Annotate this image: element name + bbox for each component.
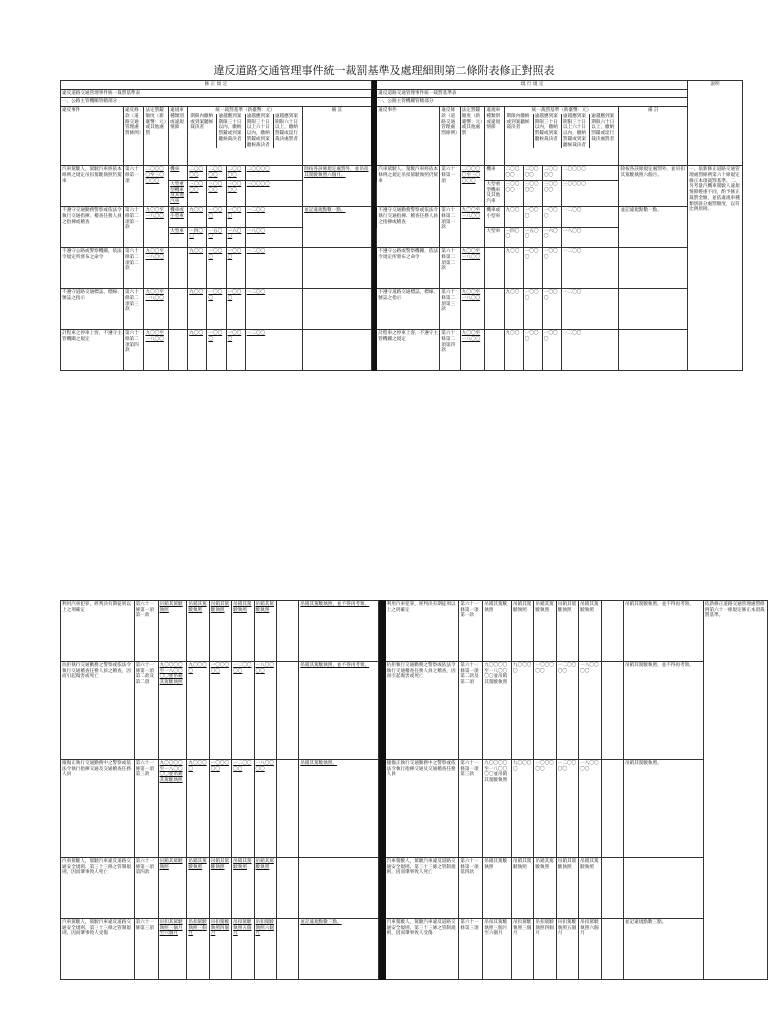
vehicle-cell	[169, 330, 188, 371]
fine-value-cell: 一〇〇〇	[226, 207, 245, 228]
fine-value-cell: 三〇〇〇〇	[562, 180, 619, 206]
fine-value-cell: 三〇〇〇〇	[226, 180, 245, 206]
fine-value-cell: 吊扣駕駛執照六個月	[254, 919, 276, 980]
fine-value-cell: 一〇〇〇	[523, 289, 542, 330]
standard-title: 統一裁罰基準（新臺幣：元）	[215, 108, 276, 114]
column-header: 違反條款（道路交通管理處罰條例）	[123, 107, 144, 166]
remark-cell: 吊銷其駕駛執照。	[623, 760, 703, 858]
note-heading: 說明	[688, 81, 743, 166]
fine-value-cell: 九〇〇	[188, 289, 207, 330]
vehicle-cell: 機車	[169, 166, 188, 181]
period-header: 逾越應到案期限三十日以內，繳納罰鍰或到案聽候裁決者	[533, 114, 561, 148]
fine-value-cell: 一二〇〇	[245, 289, 302, 330]
remark-cell: 除按各該條規定處罰外，並吊扣其駕駛執照六個月。	[619, 166, 688, 207]
remark-cell: 吊銷其駕駛執照，並不得再考領。	[299, 662, 379, 760]
fine-value-cell: 一〇〇〇	[226, 289, 245, 330]
event-cell: 撞傷正執行交通勤務中之警察或依法令執行指揮交通及交通稽查任務人員	[61, 760, 135, 858]
remark-cell: 吊銷其駕駛執照，並不得再考領。	[623, 662, 703, 760]
fine-value-cell: 一〇〇〇	[207, 289, 226, 330]
vehicle-cell	[601, 919, 623, 980]
fine-value-cell: 一二〇〇	[562, 289, 619, 330]
remark-cell: 除按各該條規定處罰外，並吊扣其駕駛執照六個月。	[303, 166, 372, 207]
part-label: 一、公路主管機關管轄部分	[61, 98, 372, 107]
remark-header: 備 註	[303, 107, 372, 166]
fine-value-cell: 吊扣駕駛執照六個月	[579, 919, 601, 980]
fine-value-cell: 一二〇〇〇〇	[556, 760, 578, 858]
fine-value-cell: 吊扣駕駛執照五個月	[556, 919, 578, 980]
fine-cell: 吊銷其駕駛執照	[158, 858, 187, 919]
event-cell: 汽車駕駛人，駕駛汽車違反道路交通安全規則、第三十三條之管制規則，因而肇事致人死亡	[61, 858, 135, 919]
column-header: 法定罰鍰額度（新臺幣：元）或其他處罰	[144, 107, 169, 166]
fine-value-cell: 一〇〇〇	[523, 207, 542, 228]
vehicle-cell	[276, 760, 298, 858]
vehicle-cell	[601, 858, 623, 919]
period-header: 逾越應到案期限三十日以上六十日以內，繳納罰鍰或到案聽候裁決者	[561, 114, 589, 148]
remark-cell: 並記違規點數一點。	[303, 207, 372, 248]
law-cell: 第六十一條第三項	[459, 919, 483, 980]
event-cell: 抗拒執行交通勤務之警察或依法令執行交通稽查任務人員之稽查，因而引起傷害或死亡	[385, 662, 459, 760]
fine-value-cell: 吊銷其駕駛執照	[512, 601, 534, 662]
vehicle-cell	[601, 662, 623, 760]
vehicle-cell	[485, 330, 504, 371]
remark-cell	[623, 858, 703, 919]
remark-cell	[303, 289, 372, 330]
fine-value-cell: 一八〇〇〇〇	[579, 760, 601, 858]
fine-value-cell: 一〇〇〇〇〇	[534, 760, 556, 858]
fine-value-cell: 一五〇〇	[523, 227, 542, 248]
fine-value-cell: 三〇〇〇〇	[504, 180, 523, 206]
fine-value-cell: 一四〇〇	[504, 227, 523, 248]
fine-value-cell: 吊銷其駕駛執照	[579, 601, 601, 662]
fine-cell: 九〇〇至一八〇〇	[144, 248, 169, 289]
fine-value-cell: 一二〇〇	[245, 248, 302, 289]
fine-value-cell: 一二〇〇〇〇	[232, 662, 254, 760]
fine-cell: 九〇〇至一八〇〇	[144, 207, 169, 248]
fine-value-cell: 一〇〇〇	[523, 330, 542, 371]
fine-value-cell: 二〇〇〇〇	[188, 166, 207, 181]
fine-value-cell: 一〇〇〇	[226, 248, 245, 289]
column-header: 違反事件	[61, 107, 124, 166]
remark-cell: 並記違規點數三點。	[299, 919, 379, 980]
fine-value-cell: 吊扣駕駛執照四個月	[209, 919, 231, 980]
fine-value-cell: 吊銷其駕駛執照	[556, 601, 578, 662]
explanation-cell: 一、依新修正道路交通管理處罰條例第六十條規定修正本項裁罰基準。二、另考量汽機車駕駛人違規情節輕重不同，酌予修正裁罰金額，並依違規車種類別區分處罰額度，以符比例原則。	[688, 166, 743, 371]
remark-cell	[619, 330, 688, 371]
fine-value-cell: 吊銷其駕駛執照	[209, 601, 231, 662]
vehicle-cell: 機車或小型車	[169, 207, 188, 228]
fine-value-cell: 三〇〇〇〇	[523, 180, 542, 206]
fine-value-cell: 二〇〇〇〇	[226, 166, 245, 181]
vehicle-cell	[169, 289, 188, 330]
part-label: 一、公路主管機關管轄部分	[377, 98, 688, 107]
period-header: 期限內繳納或到案聽候裁決者	[506, 113, 530, 131]
law-cell: 第六十一條第一項第四款	[134, 858, 158, 919]
fine-value-cell: 一八〇〇〇〇	[579, 662, 601, 760]
event-cell: 利用汽車犯罪，經判決有期徒刑以上之刑確定	[61, 601, 135, 662]
event-cell: 汽車駕駛人，駕駛汽車經依本條例之規定吊扣駕駛執照仍駕車	[377, 166, 440, 207]
event-cell: 不遵守交通勤務警察或依法令執行交通指揮、稽查任務人員之指揮或稽查	[377, 207, 440, 248]
fine-value-cell: 一〇〇〇〇〇	[534, 662, 556, 760]
fine-value-cell: 一〇〇〇	[542, 289, 561, 330]
remark-cell: 並記違規點數一點。	[619, 207, 688, 248]
fine-value-cell: 一〇〇〇	[542, 330, 561, 371]
fine-cell: 九〇〇〇〇至一八〇〇〇〇並吊銷其駕駛執照	[483, 760, 512, 858]
fine-value-cell: 吊銷其駕駛執照	[187, 601, 209, 662]
event-cell: 計程車之停車上客，不遵守主管機關之規定	[61, 330, 124, 371]
fine-value-cell: 一五〇〇	[207, 227, 226, 248]
vehicle-cell: 機車或小型車	[485, 207, 504, 228]
event-cell: 計程車之停車上客，不遵守主管機關之規定	[377, 330, 440, 371]
column-header: 法定罰鍰額度（新臺幣：元）或其他處罰	[460, 107, 485, 166]
remark-cell	[303, 248, 372, 289]
vehicle-cell	[276, 858, 298, 919]
fine-value-cell: 九〇〇	[504, 289, 523, 330]
event-cell: 汽車駕駛人，駕駛汽車經依本條例之規定吊扣駕駛執照仍駕車	[61, 166, 124, 207]
fine-value-cell: 一二〇〇	[245, 207, 302, 228]
vehicle-cell: 大型重型機車及其他汽車	[485, 180, 504, 206]
fine-cell: 吊銷其駕駛執照	[483, 601, 512, 662]
fine-value-cell: 一〇〇〇	[207, 248, 226, 289]
period-header: 逾越應到案期限六十日以上，繳納罰鍰或逕行裁決處罰者	[273, 114, 301, 148]
fine-value-cell: 一八〇〇	[562, 227, 619, 248]
fine-cell: 九〇〇至一八〇〇	[460, 289, 485, 330]
fine-value-cell: 一八〇〇〇〇	[254, 662, 276, 760]
vehicle-cell	[276, 662, 298, 760]
fine-value-cell: 吊扣駕駛執照三個月	[512, 919, 534, 980]
fine-value-cell: 九〇〇〇〇	[187, 662, 209, 760]
vehicle-cell: 大型重型機車及其他汽車	[169, 180, 188, 206]
fine-cell: 九〇〇至一八〇〇	[460, 248, 485, 289]
document-title: 違反道路交通管理事件統一裁罰基準及處理細則第二條附表修正對照表	[213, 64, 555, 77]
fine-cell: 二〇〇〇〇至三〇〇〇〇	[144, 166, 169, 207]
fine-value-cell: 九〇〇	[504, 330, 523, 371]
event-cell: 撞傷正執行交通勤務中之警察或依法令執行指揮交通及交通稽查任務人員	[385, 760, 459, 858]
law-cell: 第六十條第二項第四款	[123, 330, 144, 371]
fine-cell: 九〇〇至一八〇〇	[144, 289, 169, 330]
table-name: 違反道路交通管理事件統一裁罰基準表	[377, 89, 688, 98]
fine-value-cell: 二〇〇〇〇	[523, 166, 542, 181]
fine-value-cell: 一二〇〇	[562, 207, 619, 228]
fine-cell: 吊扣其駕駛執照三個月至六個月	[158, 919, 187, 980]
fine-value-cell: 一二〇〇〇〇	[232, 760, 254, 858]
fine-cell: 二〇〇〇〇至三〇〇〇〇	[460, 166, 485, 207]
fine-value-cell: 三〇〇〇〇	[207, 180, 226, 206]
law-cell: 第六十一條第一項第一款	[459, 601, 483, 662]
event-cell: 不遵守公路或警察機關，依法令規定所發布之命令	[377, 248, 440, 289]
fine-value-cell: 一六〇〇	[226, 227, 245, 248]
law-cell: 第六十一條第一項第三款	[134, 760, 158, 858]
fine-value-cell: 三〇〇〇〇	[188, 180, 207, 206]
fine-value-cell: 九〇〇〇〇	[512, 760, 534, 858]
event-cell: 不遵守公路或警察機關，依法令規定所發布之命令	[61, 248, 124, 289]
vehicle-cell	[485, 289, 504, 330]
law-cell: 第六十條第二項第三款	[440, 289, 461, 330]
fine-value-cell: 三〇〇〇〇	[245, 180, 302, 206]
standard-header	[504, 107, 619, 166]
fine-value-cell: 二〇〇〇〇	[245, 166, 302, 181]
fine-value-cell: 吊銷其駕駛執照	[534, 858, 556, 919]
fine-cell: 九〇〇至一八〇〇	[144, 330, 169, 371]
fine-cell: 吊銷其駕駛執照	[158, 601, 187, 662]
law-cell: 第六十一條第三項	[134, 919, 158, 980]
comparison-table-bottom	[60, 600, 768, 980]
law-cell: 第六十一條第一項第一款	[134, 601, 158, 662]
column-header: 違規車種類別或違規情節	[485, 107, 504, 166]
remark-cell	[619, 248, 688, 289]
fine-value-cell: 二〇〇〇〇	[562, 166, 619, 181]
law-cell: 第六十一條第一項第四款	[459, 858, 483, 919]
fine-value-cell: 一〇〇〇	[542, 207, 561, 228]
fine-value-cell: 二〇〇〇〇	[207, 166, 226, 181]
fine-value-cell: 一六〇〇	[542, 227, 561, 248]
fine-value-cell: 九〇〇〇〇	[187, 760, 209, 858]
fine-value-cell: 一四〇〇	[188, 227, 207, 248]
standard-title: 統一裁罰基準（新臺幣：元）	[531, 108, 592, 114]
explanation-cell: 依新修正道路交通管理處罰條例第六十一條規定修正本項裁罰基準。	[703, 601, 767, 980]
fine-value-cell: 三〇〇〇〇	[542, 180, 561, 206]
remark-cell	[619, 289, 688, 330]
fine-value-cell: 一〇〇〇	[523, 248, 542, 289]
fine-value-cell: 九〇〇	[188, 248, 207, 289]
fine-value-cell: 吊銷其駕駛執照	[579, 858, 601, 919]
period-header: 逾越應到案期限三十日以上六十日以內，繳納罰鍰或到案聽候裁決者	[245, 114, 273, 148]
fine-cell: 吊扣其駕駛執照三個月至六個月	[483, 919, 512, 980]
fine-value-cell: 吊銷其駕駛執照	[209, 858, 231, 919]
fine-value-cell: 二〇〇〇〇	[542, 166, 561, 181]
event-cell: 不遵守道路交通標誌、標線、號誌之指示	[61, 289, 124, 330]
fine-value-cell: 一二〇〇〇〇	[556, 662, 578, 760]
fine-value-cell: 一二〇〇	[245, 330, 302, 371]
fine-value-cell: 一二〇〇	[562, 330, 619, 371]
vehicle-cell	[485, 248, 504, 289]
fine-value-cell: 一〇〇〇〇〇	[209, 760, 231, 858]
fine-value-cell: 一八〇〇〇〇	[254, 760, 276, 858]
fine-value-cell: 一八〇〇	[245, 227, 302, 248]
event-cell: 利用汽車犯罪，經判決有期徒刑以上之刑確定	[385, 601, 459, 662]
law-cell: 第六十一條第一項第二款及第二項	[459, 662, 483, 760]
law-cell: 第六十條第二項第三款	[123, 289, 144, 330]
column-separator	[371, 227, 376, 248]
vehicle-cell: 機車	[485, 166, 504, 181]
law-cell: 第六十條第二項第二款	[440, 248, 461, 289]
event-cell: 汽車駕駛人，駕駛汽車違反道路交通安全規則、第三十三條之管制規則，因而肇事致人死亡	[385, 858, 459, 919]
law-cell: 第六十條第二項第二款	[123, 248, 144, 289]
remark-header: 備 註	[619, 107, 688, 166]
fine-value-cell: 吊銷其駕駛執照	[556, 858, 578, 919]
fine-value-cell: 吊扣駕駛執照五個月	[232, 919, 254, 980]
fine-value-cell: 一〇〇〇〇〇	[209, 662, 231, 760]
remark-cell	[299, 858, 379, 919]
remark-cell: 吊銷其駕駛執照，並不得再考領。	[299, 601, 379, 662]
law-cell: 第六十條第二項第一款	[123, 207, 144, 248]
vehicle-cell	[601, 760, 623, 858]
column-header: 違反條款（道路交通管理處罰條例）	[440, 107, 461, 166]
vehicle-cell	[276, 919, 298, 980]
event-cell: 抗拒執行交通勤務之警察或依法令執行交通稽查任務人員之稽查，因而引起傷害或死亡	[61, 662, 135, 760]
fine-cell: 九〇〇至一八〇〇	[460, 207, 485, 248]
fine-value-cell: 吊扣駕駛執照四個月	[534, 919, 556, 980]
column-separator	[371, 180, 376, 206]
event-cell: 不遵守道路交通標誌、標線、號誌之指示	[377, 289, 440, 330]
column-header: 違規車種類別或違規情節	[169, 107, 188, 166]
fine-cell: 吊銷其駕駛執照	[483, 858, 512, 919]
event-cell: 汽車駕駛人，駕駛汽車違反道路交通安全規則、第三十三條之管制規則，因而肇事致人受傷	[385, 919, 459, 980]
fine-value-cell: 吊銷其駕駛執照	[534, 601, 556, 662]
fine-cell: 九〇〇〇〇至一八〇〇〇〇並吊銷其駕駛執照	[158, 760, 187, 858]
vehicle-cell	[169, 248, 188, 289]
law-cell: 第六十一條第一項第三款	[459, 760, 483, 858]
fine-value-cell: 吊銷其駕駛執照	[232, 858, 254, 919]
event-cell: 汽車駕駛人，駕駛汽車違反道路交通安全規則、第三十三條之管制規則，因而肇事致人受傷	[61, 919, 135, 980]
law-cell: 第六十條第二項第四款	[440, 330, 461, 371]
fine-value-cell: 一二〇〇	[562, 248, 619, 289]
fine-value-cell: 二〇〇〇〇	[504, 166, 523, 181]
fine-value-cell: 九〇〇	[504, 207, 523, 228]
fine-value-cell: 一〇〇〇	[207, 207, 226, 228]
fine-cell: 九〇〇〇〇至一八〇〇〇〇並吊銷其駕駛執照	[158, 662, 187, 760]
law-cell: 第六十一條第一項第二款及第二項	[134, 662, 158, 760]
vehicle-cell: 大型車	[169, 227, 188, 248]
fine-value-cell: 九〇〇	[504, 248, 523, 289]
standard-header	[188, 107, 303, 166]
comparison-table-top	[60, 80, 743, 371]
vehicle-cell	[276, 601, 298, 662]
law-cell: 第六十條第一項	[123, 166, 144, 207]
revised-heading: 修 正 規 定	[61, 81, 372, 90]
event-cell: 不遵守交通勤務警察或依法令執行交通指揮、稽查任務人員之指揮或稽查	[61, 207, 124, 248]
fine-value-cell: 一〇〇〇	[207, 330, 226, 371]
law-cell: 第六十條第一項	[440, 166, 461, 207]
fine-value-cell: 吊扣駕駛執照三個月	[187, 919, 209, 980]
fine-value-cell: 吊銷其駕駛執照	[512, 858, 534, 919]
table-name: 違反道路交通管理事件統一裁罰基準表	[61, 89, 372, 98]
period-header: 逾越應到案期限六十日以上，繳納罰鍰或逕行裁決處罰者	[589, 114, 617, 148]
fine-value-cell: 吊銷其駕駛執照	[232, 601, 254, 662]
fine-cell: 九〇〇至一八〇〇	[460, 330, 485, 371]
vehicle-cell: 大型車	[485, 227, 504, 248]
period-header: 期限內繳納或到案聽候裁決者	[190, 113, 214, 131]
fine-cell: 九〇〇〇〇至一八〇〇〇〇並吊銷其駕駛執照	[483, 662, 512, 760]
vehicle-cell	[601, 601, 623, 662]
fine-value-cell: 一〇〇〇	[542, 248, 561, 289]
fine-value-cell: 九〇〇〇〇	[512, 662, 534, 760]
fine-value-cell: 一〇〇〇	[226, 330, 245, 371]
fine-value-cell: 九〇〇	[188, 207, 207, 228]
law-cell: 第六十條第二項第一款	[440, 207, 461, 248]
period-header: 逾越應到案期限三十日以內，繳納罰鍰或到案聽候裁決者	[216, 114, 244, 148]
remark-cell	[303, 330, 372, 371]
remark-cell: 並記違規點數三點。	[623, 919, 703, 980]
fine-value-cell: 九〇〇	[188, 330, 207, 371]
current-heading: 現 行 規 定	[377, 81, 688, 90]
fine-value-cell: 吊銷其駕駛執照	[187, 858, 209, 919]
fine-value-cell: 吊銷其駕駛執照	[254, 601, 276, 662]
remark-cell: 吊銷其駕駛執照，並不得再考領。	[623, 601, 703, 662]
fine-value-cell: 吊銷其駕駛執照	[254, 858, 276, 919]
remark-cell: 吊銷其駕駛執照。	[299, 760, 379, 858]
column-header: 違反事件	[377, 107, 440, 166]
